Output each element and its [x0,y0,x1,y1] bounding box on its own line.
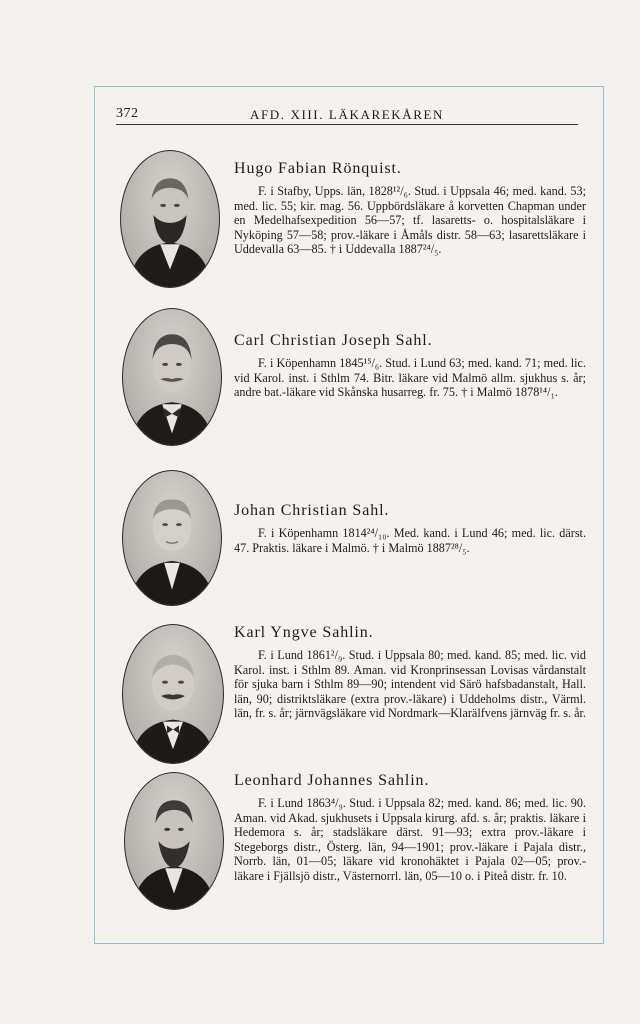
person-biography: F. i Köpenhamn 1814²⁴/₁₀. Med. kand. i Lund 46; med. lic. därst. 47. Praktis. läkare i Malmö. † i Malmö 1887²⁸/₅. [234,526,586,555]
person-biography: F. i Lund 1861²/₉. Stud. i Uppsala 80; med. kand. 85; med. lic. vid Karol. inst. i Sthlm 89. Aman. vid Kronprinsessan Lovisas vårdanstalt för sjuka barn i Sthlm 89—90; intendent vid Särö hafsbadanstalt, Hall. län, 90; distriktsläkare (extra prov.-läkare) i Uddeholms distr., Värml. län, fr. s. år; järnvägsläkare vid Nordmark—Klarälfvens järnväg fr. s. år. [234,648,586,721]
portrait [124,772,224,910]
person-name: Hugo Fabian Rönquist. [234,160,402,177]
person-name: Leonhard Johannes Sahlin. [234,772,430,789]
person-biography: F. i Stafby, Upps. län, 1828¹²/₆. Stud. i Uppsala 46; med. kand. 53; med. lic. 55; kir. mag. 56. Uppbördsläkare å korvetten Chapman under en Medelhafsexpedition 56—57; tf. lasaretts- o. hospitalsläkare i Nyköping 57—58; prov.-läkare i Åmåls distr. 58—63; lasarettsläkare i Uddevalla 63—85. † i Uddevalla 1887²⁴/₅. [234,184,586,257]
page-number: 372 [116,106,139,121]
person-name: Johan Christian Sahl. [234,502,390,519]
portrait [122,308,222,446]
person-name: Karl Yngve Sahlin. [234,624,374,641]
portrait [120,150,220,288]
portrait [122,624,224,764]
person-name: Carl Christian Joseph Sahl. [234,332,433,349]
person-biography: F. i Köpenhamn 1845¹⁵/₆. Stud. i Lund 63; med. kand. 71; med. lic. vid Karol. inst. i Sthlm 74. Bitr. läkare vid Malmö allm. sjukhus s. år; andre bat.-läkare vid Skånska husarreg. fr. 75. † i Malmö 1878¹⁴/₁. [234,356,586,400]
portrait [122,470,222,606]
page-header [116,106,578,125]
person-biography: F. i Lund 1863⁴/₉. Stud. i Uppsala 82; med. kand. 86; med. lic. 90. Aman. vid Akad. sjukhusets i Uppsala kirurg. afd. s. år; praktis. läkare i Hedemora s. år; stadsläkare därst. 91—93; extra prov.-läkare i Stegeborgs distr., Österg. län, 94—1901; prov.-läkare i Pajala distr., Norrb. län, 01—05; läkare vid kronohäktet i Pajala 02—05; prov.-läkare i Fjällsjö distr., Västernorrl. län, 05—10 o. i Piteå distr. fr. 10. [234,796,586,883]
running-head: AFD. XIII. LÄKAREKÅREN [249,107,445,122]
